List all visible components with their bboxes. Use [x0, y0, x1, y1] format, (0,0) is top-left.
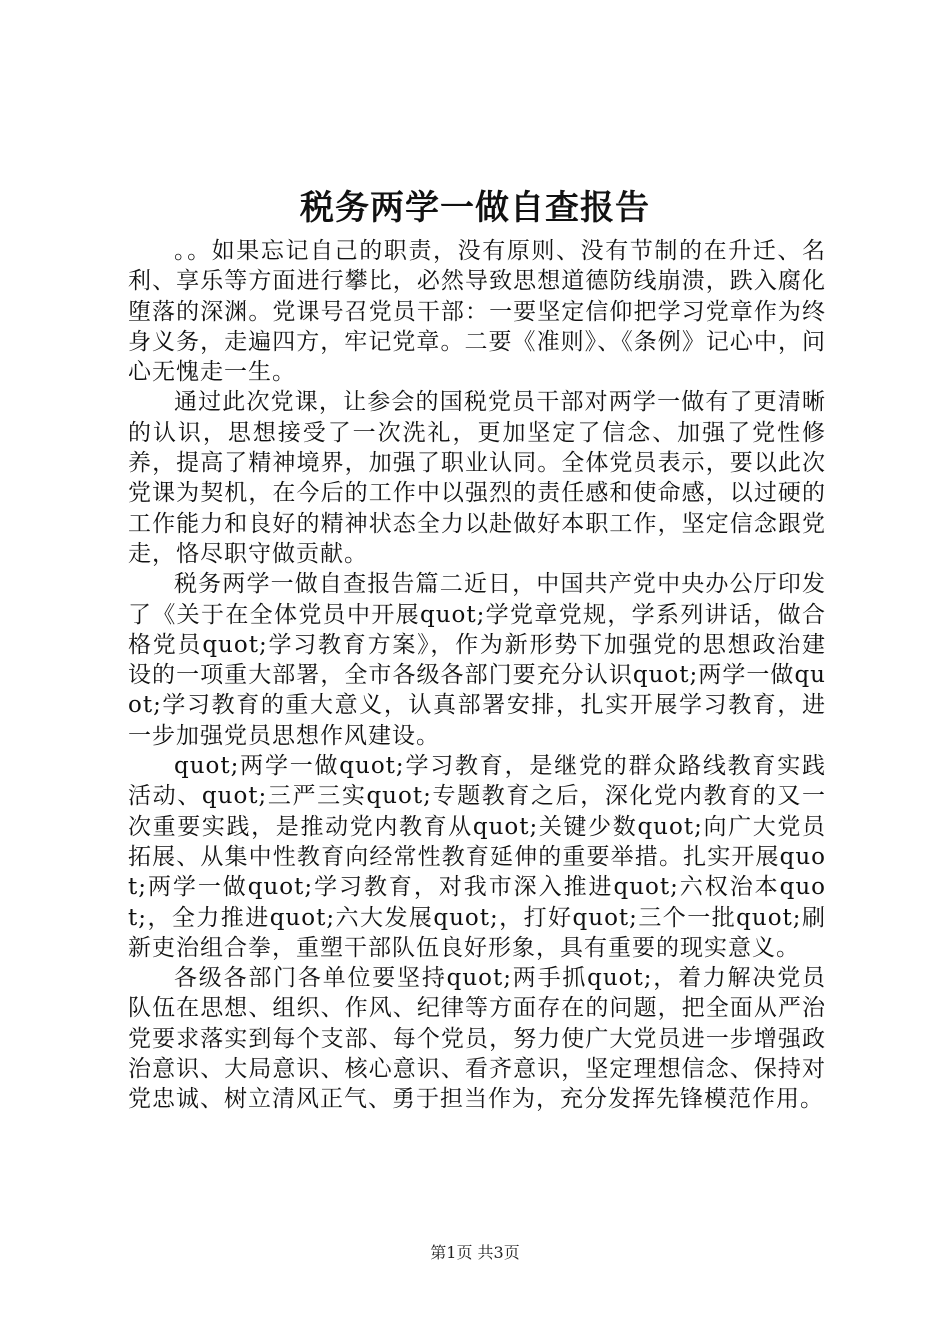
paragraph-2: 通过此次党课，让参会的国税党员干部对两学一做有了更清晰的认识，思想接受了一次洗礼，更加坚定了信念、加强了党性修养，提高了精神境界，加强了职业认同。全体党员表示，要以此次党课为契机，在今后的工作中以强烈的责任感和使命感，以过硬的工作能力和良好的精神状态全力以赴做好本职工作，坚定信念跟党走，恪尽职守做贡献。: [128, 389, 826, 567]
document-body: [128, 236, 826, 1115]
paragraph-1: 。。如果忘记自己的职责，没有原则、没有节制的在升迁、名利、享乐等方面进行攀比，必然导致思想道德防线崩溃，跌入腐化堕落的深渊。党课号召党员干部：一要坚定信仰把学习党章作为终身义务，走遍四方，牢记党章。二要《准则》、《条例》记心中，问心无愧走一生。: [128, 238, 826, 386]
paragraph-4: quot;两学一做quot;学习教育，是继党的群众路线教育实践活动、quot;三严三实quot;专题教育之后，深化党内教育的又一次重要实践，是推动党内教育从quot;关键少数quot;向广大党员拓展、从集中性教育向经常性教育延伸的重要举措。扎实开展quot;两学一做quot;学习教育，对我市深入推进quot;六权治本quot;，全力推进quot;六大发展quot;，打好quot;三个一批quot;刷新吏治组合拳，重塑干部队伍良好形象，具有重要的现实意义。: [128, 753, 826, 961]
document-title: 税务两学一做自查报告: [300, 188, 650, 228]
page-number-footer: 第1页 共3页: [430, 1243, 520, 1262]
paragraph-5: 各级各部门各单位要坚持quot;两手抓quot;，着力解决党员队伍在思想、组织、作风、纪律等方面存在的问题，把全面从严治党要求落实到每个支部、每个党员，努力使广大党员进一步增强政治意识、大局意识、核心意识、看齐意识，坚定理想信念、保持对党忠诚、树立清风正气、勇于担当作为，充分发挥先锋模范作用。: [128, 965, 826, 1113]
paragraph-3: 税务两学一做自查报告篇二近日，中国共产党中央办公厅印发了《关于在全体党员中开展quot;学党章党规，学系列讲话，做合格党员quot;学习教育方案》，作为新形势下加强党的思想政治建设的一项重大部署，全市各级各部门要充分认识quot;两学一做quot;学习教育的重大意义，认真部署安排，扎实开展学习教育，进一步加强党员思想作风建设。: [128, 571, 826, 749]
